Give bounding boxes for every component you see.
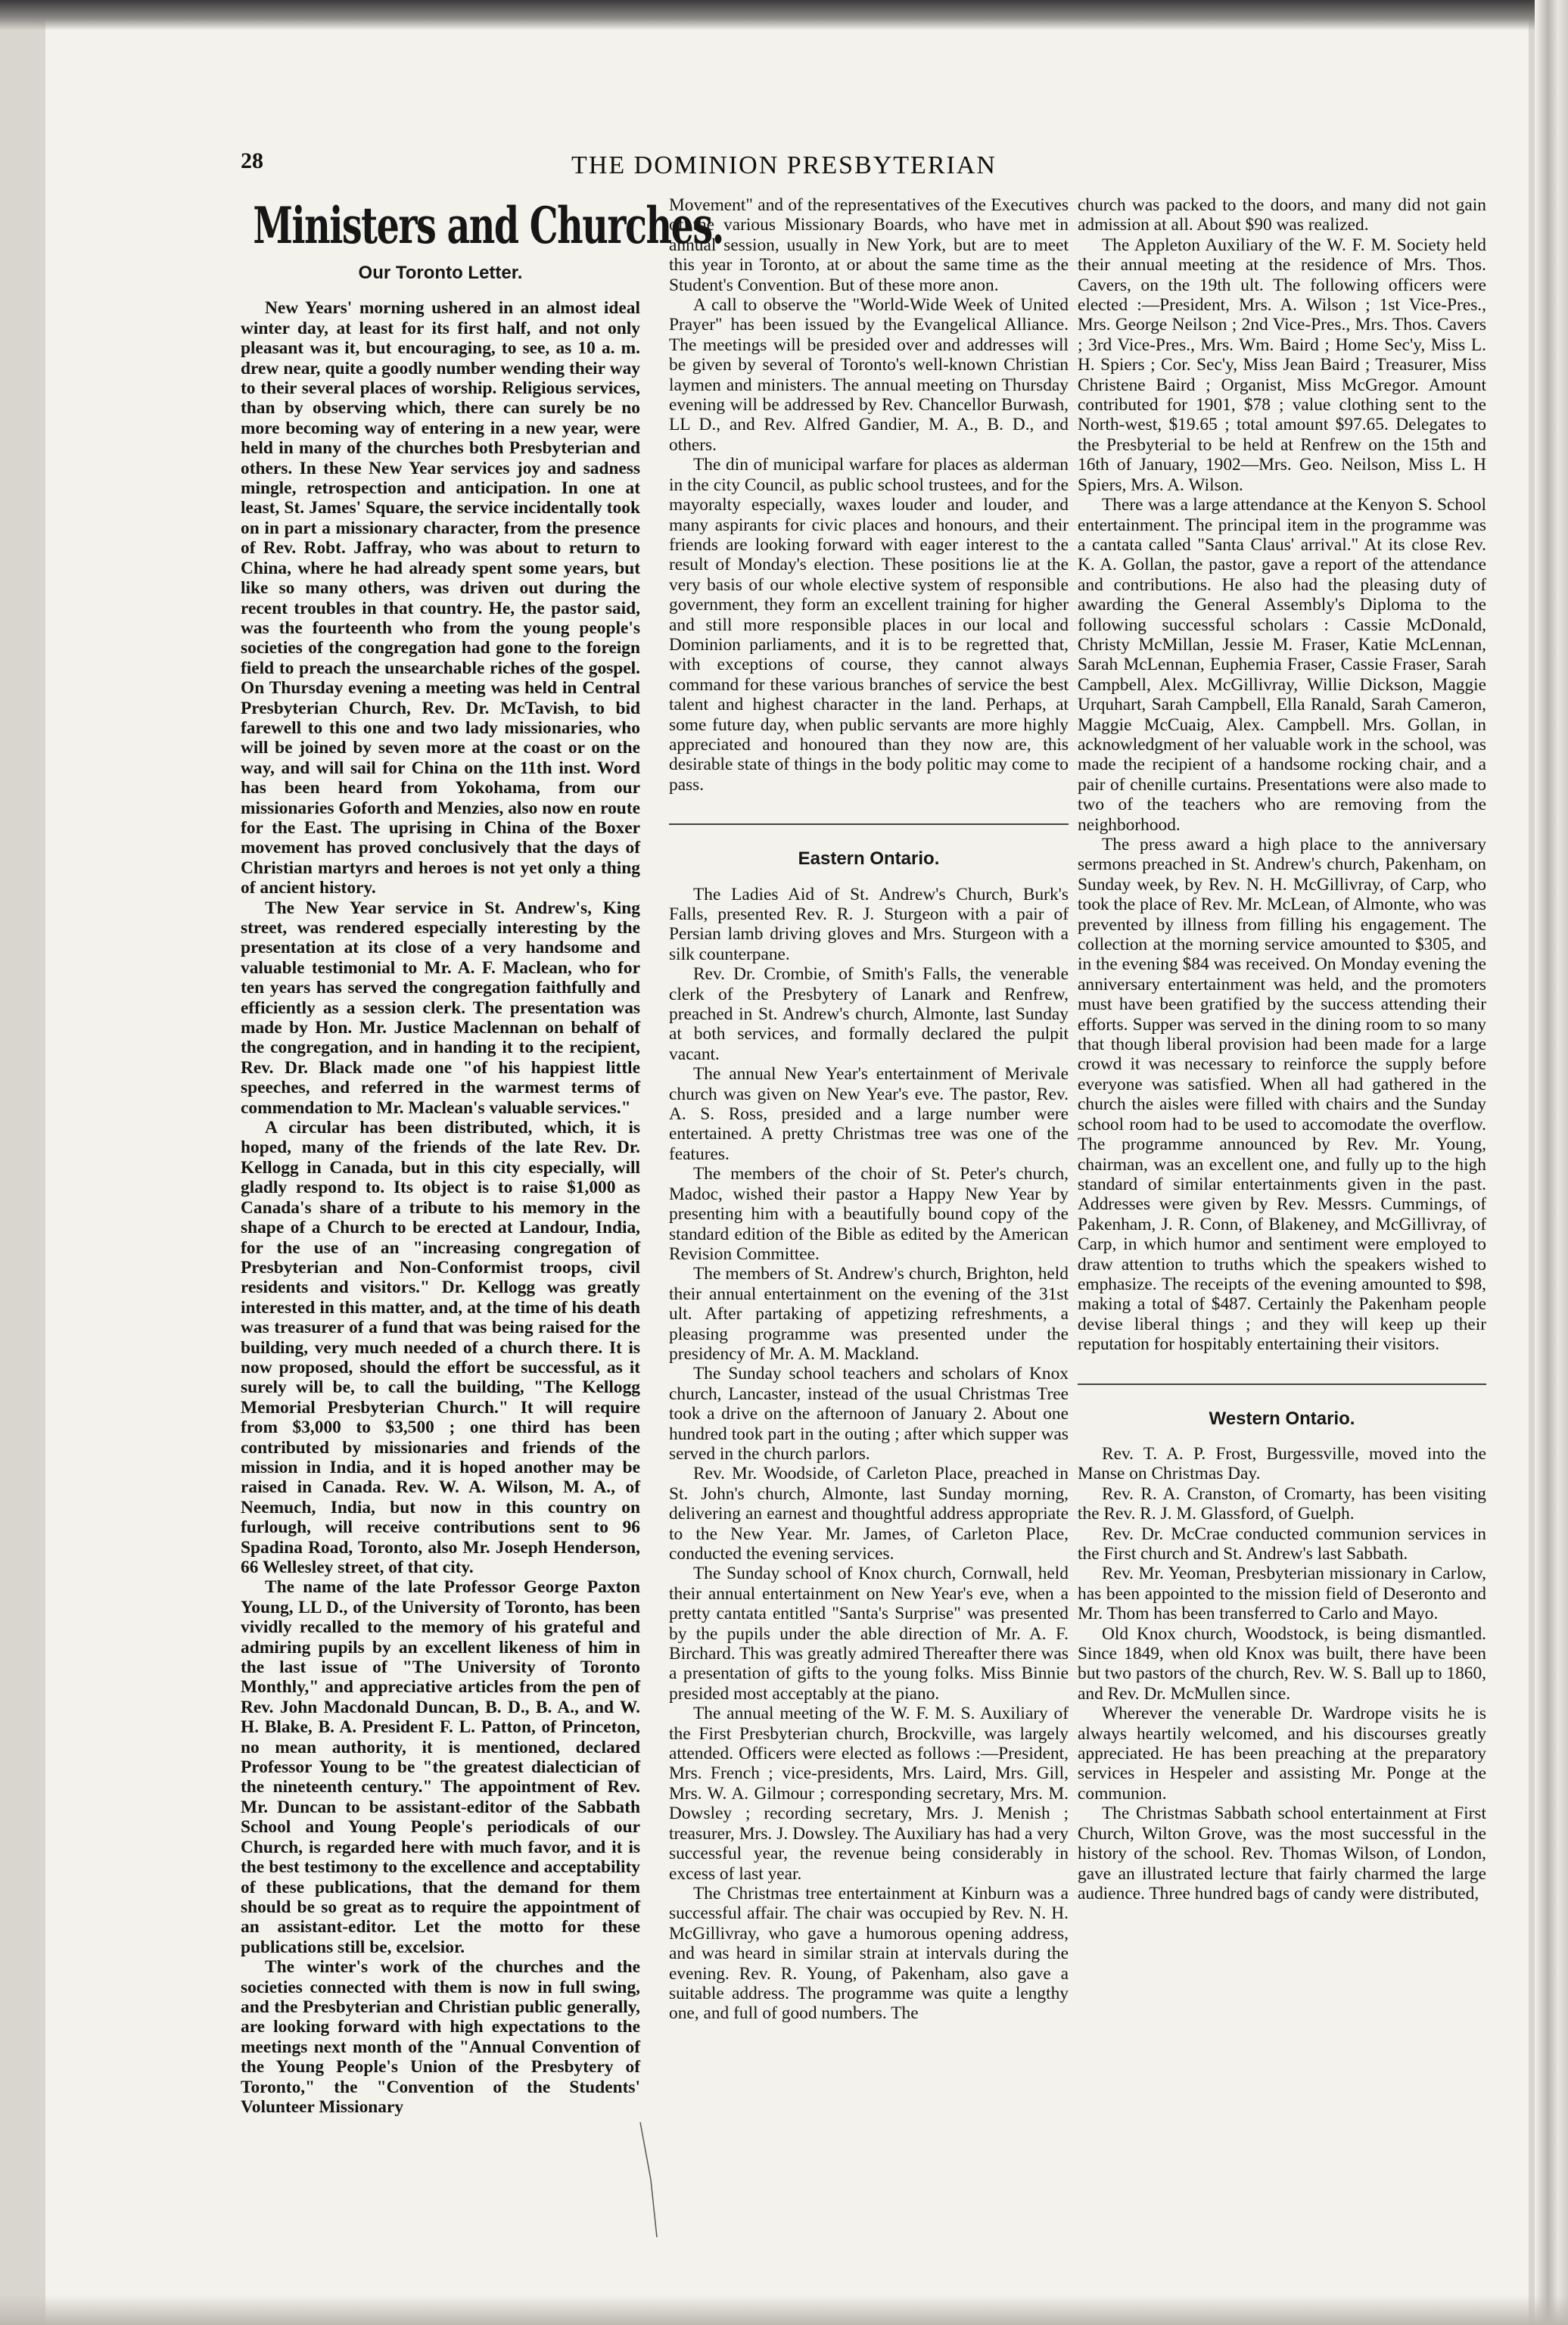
section-title-eastern: Eastern Ontario. <box>798 848 940 870</box>
page-number: 28 <box>241 148 263 173</box>
section-divider <box>669 823 1069 825</box>
section-divider <box>1078 1383 1486 1385</box>
scan-bottom-edge <box>0 2295 1568 2325</box>
paragraph: The Sunday school teachers and scholars of Knox church, Lancaster, instead of the usual Christmas Tree took a drive on the afternoon of January 2. About one hundred took part in the outing ; after which supper was served in the church parlors. <box>669 1364 1069 1464</box>
paragraph: The din of municipal warfare for places as alderman in the city Council, as public school trustees, and for the mayoralty especially, waxes louder and louder, and many aspirants for civic places and honours, and their friends are looking forward with eager interest to the result of Monday's election. These positions lie at the very basis of our whole elective system of responsible government, they form an excellent training for higher and still more responsible places in our local and Dominion parliaments, and it is to be regretted that, with exceptions of course, they cannot always command for these various branches of service the best talent and highest character in the land. Perhaps, at some future day, when public servants are more highly appreciated and honoured than they now are, this desirable state of things in the body politic may come to pass. <box>669 455 1069 795</box>
column-2 <box>669 195 1069 2024</box>
pencil-mark <box>637 2119 660 2240</box>
column-1 <box>241 195 723 2117</box>
section-title-toronto: Our Toronto Letter. <box>358 263 523 283</box>
paragraph: The annual meeting of the W. F. M. S. Auxiliary of the First Presbyterian church, Brockville, was largely attended. Officers were elected as follows :—President, Mrs. French ; vice-presidents, Mrs. Laird, Mrs. Gill, Mrs. W. A. Gilmour ; corresponding secretary, Mrs. M. Dowsley ; recording secretary, Mrs. J. Menish ; treasurer, Mrs. J. Dowsley. The Auxiliary has had a very successful year, the revenue being considerably in excess of last year. <box>669 1704 1069 1884</box>
paragraph: Wherever the venerable Dr. Wardrope visits he is always heartily welcomed, and his discourses greatly appreciated. He has been preaching at the preparatory services in Hespeler and assisting Mr. Ponge at the communion. <box>1078 1704 1486 1804</box>
paragraph: Rev. Dr. Crombie, of Smith's Falls, the venerable clerk of the Presbytery of Lanark and Renfrew, preached in St. Andrew's church, Almonte, last Sunday at both services, and formally declared the pulpit vacant. <box>669 964 1069 1064</box>
paragraph: The winter's work of the churches and the societies connected with them is now in full swing, and the Presbyterian and Christian public generally, are looking forward with high expectations to the meetings next month of the "Annual Convention of the Young People's Union of the Presbytery of Toronto," the "Convention of the Students' Volunteer Missionary <box>241 1957 640 2117</box>
paragraph: Rev. Dr. McCrae conducted communion services in the First church and St. Andrew's last Sabbath. <box>1078 1524 1486 1564</box>
paragraph: Rev. Mr. Yeoman, Presbyterian missionary in Carlow, has been appointed to the mission field of Deseronto and Mr. Thom has been transferred to Carlo and Mayo. <box>1078 1564 1486 1624</box>
paragraph: Rev. R. A. Cranston, of Cromarty, has been visiting the Rev. R. J. M. Glassford, of Guelph. <box>1078 1483 1486 1524</box>
paragraph: The members of St. Andrew's church, Brighton, held their annual entertainment on the evening of the 31st ult. After partaking of appetizing refreshments, a pleasing programme was presented under the presidency of Mr. A. M. Mackland. <box>669 1264 1069 1364</box>
paragraph: A call to observe the "World-Wide Week of United Prayer" has been issued by the Evangelical Alliance. The meetings will be presided over and addresses will be given by several of Toronto's well-known Christian laymen and ministers. The annual meeting on Thursday evening will be addressed by Rev. Chancellor Burwash, LL D., and Rev. Alfred Gandier, M. A., B. D., and others. <box>669 295 1069 455</box>
paragraph: Old Knox church, Woodstock, is being dismantled. Since 1849, when old Knox was built, there have been but two pastors of the church, Rev. W. S. Ball up to 1860, and Rev. Dr. McMullen since. <box>1078 1623 1486 1704</box>
section-title-western: Western Ontario. <box>1209 1408 1355 1429</box>
paragraph: The Appleton Auxiliary of the W. F. M. Society held their annual meeting at the residence of Mrs. Thos. Cavers, on the 19th ult. The following officers were elected :—President, Mrs. A. Wilson ; 1st Vice-Pres., Mrs. George Neilson ; 2nd Vice-Pres., Mrs. Thos. Cavers ; 3rd Vice-Pres., Mrs. Wm. Baird ; Home Sec'y, Miss L. H. Spiers ; Cor. Sec'y, Miss Jean Baird ; Treasurer, Miss Christene Baird ; Organist, Miss McGregor. Amount contributed for 1901, $78 ; value clothing sent to the North-west, $19.65 ; total amount $97.65. Delegates to the Presbyterial to be held at Renfrew on the 15th and 16th of January, 1902—Mrs. Geo. Neilson, Miss L. H Spiers, Mrs. A. Wilson. <box>1078 235 1486 495</box>
running-head: THE DOMINION PRESBYTERIAN <box>571 151 997 179</box>
paragraph: The Christmas tree entertainment at Kinburn was a successful affair. The chair was occupied by Rev. N. H. McGillivray, who gave a humorous opening address, and was heard in similar strain at intervals during the evening. Rev. R. Young, of Pakenham, also gave a suitable address. The programme was quite a lengthy one, and full of good numbers. The <box>669 1883 1069 2024</box>
paragraph: The members of the choir of St. Peter's church, Madoc, wished their pastor a Happy New Year by presenting him with a beautifully bound copy of the standard edition of the Bible as edited by the American Revision Committee. <box>669 1164 1069 1264</box>
paragraph: Movement" and of the representatives of the Executives of the various Missionary Boards, who have met in annual session, usually in New York, but are to meet this year in Toronto, at or about the same time as the Student's Convention. But of these more anon. <box>669 195 1069 295</box>
paragraph: New Years' morning ushered in an almost ideal winter day, at least for its first half, and not only pleasant was it, but encouraging, to see, as 10 a. m. drew near, quite a goodly number wending their way to their several places of worship. Religious services, than by observing which, there can surely be no more becoming way of entering in a new year, were held in many of the churches both Presbyterian and others. In these New Year services joy and sadness mingle, retrospection and anticipation. In one at least, St. James' Square, the service incidentally took on in part a missionary character, from the presence of Rev. Robt. Jaffray, who was about to return to China, where he had already spent some years, but like so many others, was driven out during the recent troubles in that country. He, the pastor said, was the fourteenth who from the young people's societies of the congregation had gone to the foreign field to preach the unsearchable riches of the gospel. On Thursday evening a meeting was held in Central Presbyterian Church, Rev. Dr. McTavish, to bid farewell to this one and two lady missionaries, who will be joined by seven more at the coast or on the way, and will sail for China on the 11th inst. Word has been heard from Yokohama, from our missionaries Goforth and Menzies, also now en route for the East. The uprising in China of the Boxer movement has proved conclusively that the days of Christian martyrs and heroes is not yet only a thing of ancient history. <box>241 298 640 898</box>
paragraph: A circular has been distributed, which, it is hoped, many of the friends of the late Rev. Dr. Kellogg in Canada, but in this city especially, will gladly respond to. Its object is to raise $1,000 as Canada's share of a tribute to his memory in the shape of a Church to be erected at Landour, India, for the use of an "increasing congregation of Presbyterian and Non-Conformist troops, civil residents and visitors." Dr. Kellogg was greatly interested in this matter, and, at the time of his death was treasurer of a fund that was being raised for the building, very much needed of a church there. It is now proposed, should the effort be successful, as it surely will be, to call the building, "The Kellogg Memorial Presbyterian Church." It will require from $3,000 to $3,500 ; one third has been contributed by missionaries and friends of the mission in India, and it is hoped another may be raised in Canada. Rev. W. A. Wilson, M. A., of Neemuch, India, but now in this country on furlough, will receive contributions sent to 96 Spadina Road, Toronto, also Mr. Joseph Henderson, 66 Wellesley street, of that city. <box>241 1118 640 1577</box>
scan-top-edge <box>0 0 1568 30</box>
paragraph: The New Year service in St. Andrew's, King street, was rendered especially interesting by the presentation at its close of a very handsome and valuable testimonial to Mr. A. F. Maclean, who for ten years has served the congregation faithfully and efficiently as a session clerk. The presentation was made by Hon. Mr. Justice Maclennan on behalf of the congregation, and in handing it to the recipient, Rev. Dr. Black made one "of his happiest little speeches, and referred in the warmest terms of commendation to Mr. Maclean's valuable services." <box>241 898 640 1118</box>
paragraph: The annual New Year's entertainment of Merivale church was given on New Year's eve. The pastor, Rev. A. S. Ross, presided and a large number were entertained. A pretty Christmas tree was one of the features. <box>669 1064 1069 1164</box>
column-3 <box>1078 195 1486 1903</box>
paragraph: The Christmas Sabbath school entertainment at First Church, Wilton Grove, was the most successful in the history of the school. Rev. Thomas Wilson, of London, gave an illustrated lecture that fairly charmed the large audience. Three hundred bags of candy were distributed, <box>1078 1804 1486 1903</box>
masthead: Ministers and Churches. <box>253 196 723 255</box>
scan-right-edge <box>1535 0 1568 2325</box>
paragraph: There was a large attendance at the Kenyon S. School entertainment. The principal item in the programme was a cantata called "Santa Claus' arrival." At its close Rev. K. A. Gollan, the pastor, gave a report of the attendance and contributions. He also had the pleasing duty of awarding the General Assembly's Diploma to the following successful scholars : Cassie McDonald, Christy McMillan, Jessie M. Fraser, Katie McLennan, Sarah McLennan, Euphemia Fraser, Cassie Fraser, Sarah Campbell, Alex. McGillivray, Willie Dickson, Maggie Urquhart, Sarah Campbell, Ella Ranald, Sarah Cameron, Maggie McCuaig, Alex. Campbell. Mrs. Gollan, in acknowledgment of her valuable work in the school, was made the recipient of a handsome rocking chair, and a pair of chenille curtains. Presentations were also made to two of the teachers who are removing from the neighborhood. <box>1078 495 1486 835</box>
paragraph: Rev. T. A. P. Frost, Burgessville, moved into the Manse on Christmas Day. <box>1078 1443 1486 1484</box>
paragraph: The Ladies Aid of St. Andrew's Church, Burk's Falls, presented Rev. R. J. Sturgeon with a pair of Persian lamb driving gloves and Mrs. Sturgeon with a silk counterpane. <box>669 884 1069 964</box>
paragraph: The name of the late Professor George Paxton Young, LL D., of the University of Toronto, has been vividly recalled to the memory of his grateful and admiring pupils by an excellent likeness of him in the last issue of "The University of Toronto Monthly," and appreciative articles from the pen of Rev. John Macdonald Duncan, B. D., B. A., and W. H. Blake, B. A. President F. L. Patton, of Princeton, no mean authority, it is mentioned, declared Professor Young to be "the greatest dialectician of the nineteenth century." The appointment of Rev. Mr. Duncan to be assistant-editor of the Sabbath School and Young People's periodicals of our Church, is regarded here with much favor, and it is the best testimony to the excellence and acceptability of these publications, that the demand for them should be so great as to require the appointment of an assistant-editor. Let the motto for these publications still be, excelsior. <box>241 1577 640 1957</box>
paragraph: The press award a high place to the anniversary sermons preached in St. Andrew's church, Pakenham, on Sunday week, by Rev. N. H. McGillivray, of Carp, who took the place of Rev. Mr. McLean, of Almonte, who was prevented by illness from filling his engagement. The collection at the morning service amounted to $305, and in the evening $84 was received. On Monday evening the anniversary entertainment was held, and the promoters must have been gratified by the success attending their efforts. Supper was served in the dining room to so many that though liberal provision had been made for a large crowd it was necessary to reinforce the supply before everyone was satisfied. When all had gathered in the church the aisles were filled with chairs and the Sunday school room had to be used to accomodate the overflow. The programme announced by Rev. Mr. Young, chairman, was an excellent one, and fully up to the high standard of similar entertainments given in the past. Addresses were given by Rev. Messrs. Cummings, of Pakenham, J. R. Conn, of Blakeney, and McGillivray, of Carp, in which humor and sentiment were employed to draw attention to truths which the speakers wished to emphasize. The receipts of the evening amounted to $98, making a total of $487. Certainly the Pakenham people devise liberal things ; and they will keep up their reputation for hospitably entertaining their visitors. <box>1078 835 1486 1355</box>
paragraph: Rev. Mr. Woodside, of Carleton Place, preached in St. John's church, Almonte, last Sunday morning, delivering an earnest and thoughtful address appropriate to the New Year. Mr. James, of Carleton Place, conducted the evening services. <box>669 1464 1069 1564</box>
paragraph: church was packed to the doors, and many did not gain admission at all. About $90 was realized. <box>1078 195 1486 235</box>
paragraph: The Sunday school of Knox church, Cornwall, held their annual entertainment on New Year's eve, when a pretty cantata entitled "Santa's Surprise" was presented by the pupils under the able direction of Mr. A. F. Birchard. This was greatly admired Thereafter there was a presentation of gifts to the young folks. Miss Binnie presided most acceptably at the piano. <box>669 1564 1069 1704</box>
